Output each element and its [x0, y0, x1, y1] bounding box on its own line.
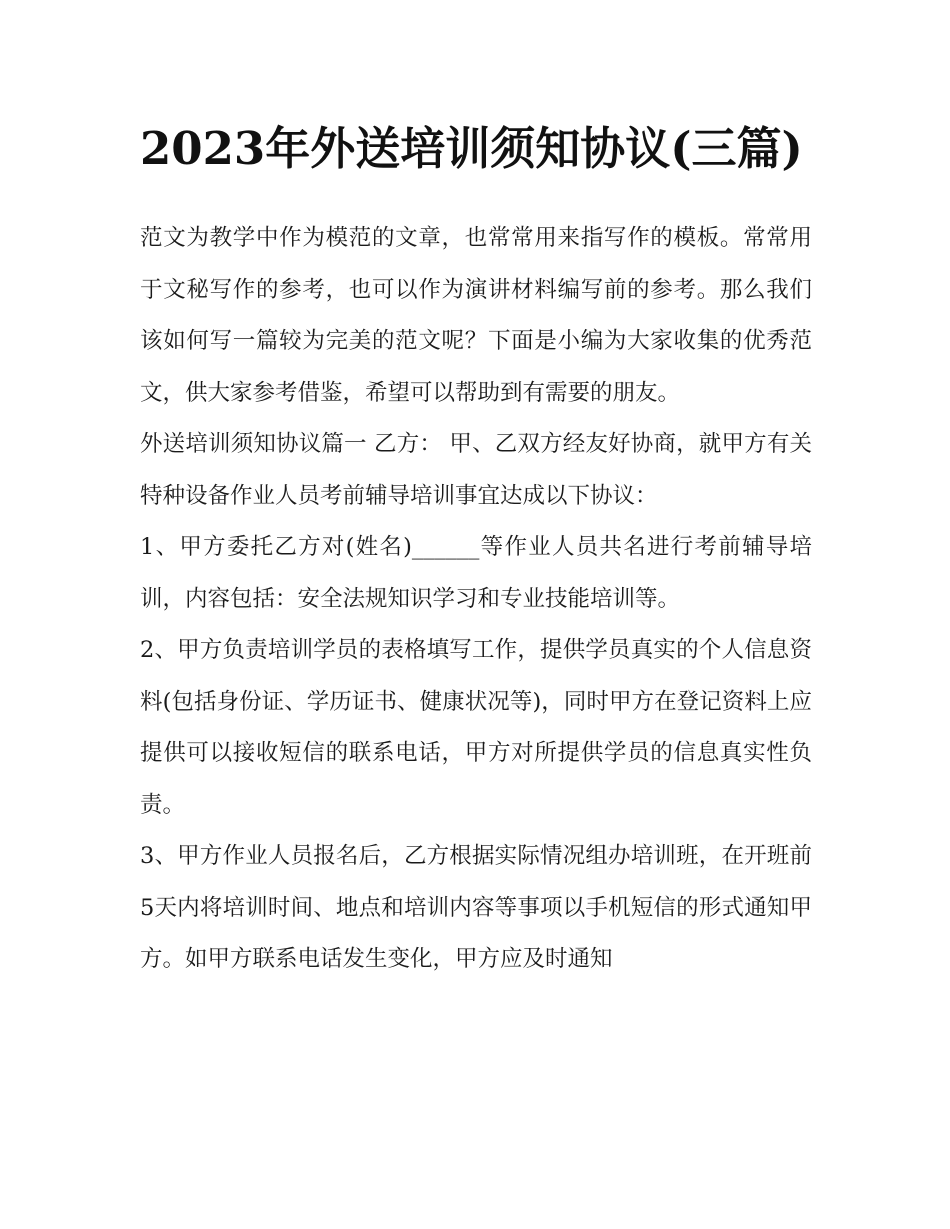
agreement-opening-paragraph: 外送培训须知协议篇一 乙方： 甲、乙双方经友好协商，就甲方有关特种设备作业人员考前辅导培训事宜达成以下协议：	[140, 431, 812, 509]
document-title: 2023年外送培训须知协议(三篇)	[140, 122, 803, 175]
intro-paragraph: 范文为教学中作为模范的文章，也常常用来指写作的模板。常常用于文秘写作的参考，也可以作为演讲材料编写前的参考。那么我们该如何写一篇较为完美的范文呢？下面是小编为大家收集的优秀范文，供大家参考借鉴，希望可以帮助到有需要的朋友。	[140, 225, 812, 406]
clause-3-paragraph: 3、甲方作业人员报名后，乙方根据实际情况组办培训班，在开班前5天内将培训时间、地点和培训内容等事项以手机短信的形式通知甲方。如甲方联系电话发生变化，甲方应及时通知	[140, 843, 812, 972]
document-content	[140, 112, 812, 986]
clause-2-paragraph: 2、甲方负责培训学员的表格填写工作，提供学员真实的个人信息资料(包括身份证、学历证书、健康状况等)，同时甲方在登记资料上应提供可以接收短信的联系电话，甲方对所提供学员的信息真实性负责。	[140, 637, 812, 818]
document-body	[140, 213, 812, 986]
clause-1-paragraph: 1、甲方委托乙方对(姓名)______等作业人员共名进行考前辅导培训，内容包括：安全法规知识学习和专业技能培训等。	[140, 534, 812, 612]
